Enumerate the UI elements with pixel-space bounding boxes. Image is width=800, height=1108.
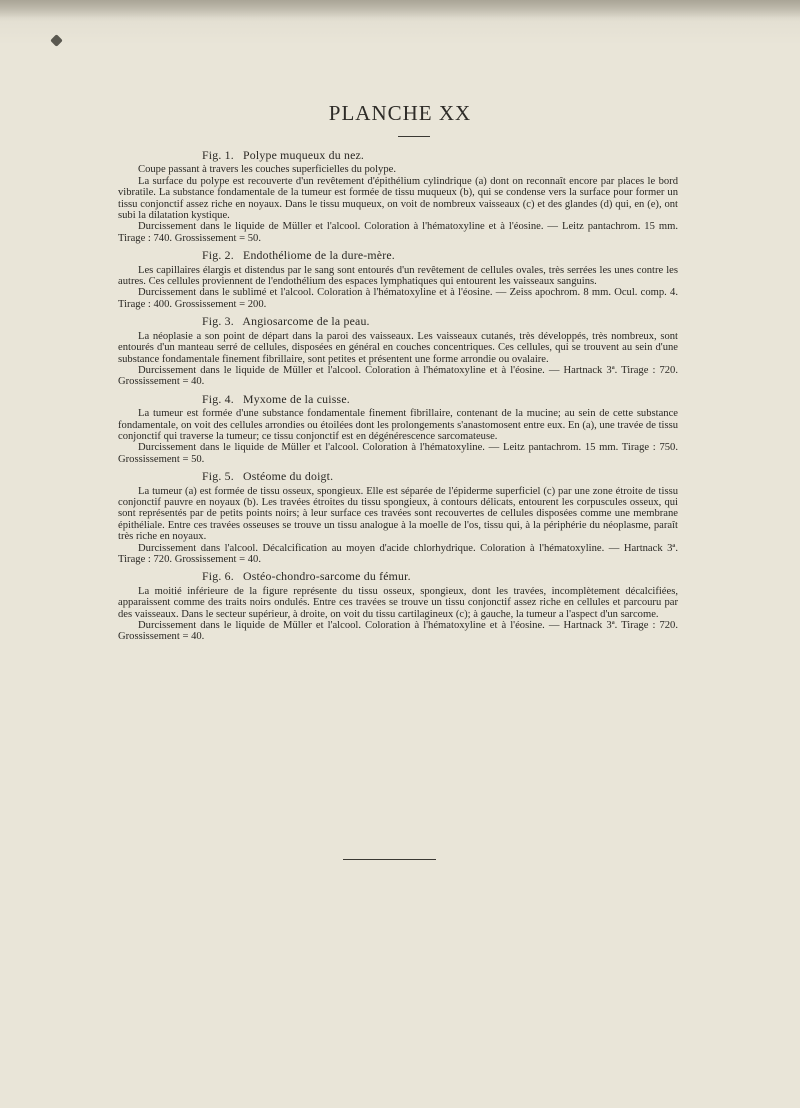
figure-4-paragraph-1: La tumeur est formée d'une substance fondamentale finement fibrillaire, contenant de la mucine; au sein de cette substance fondamentale, on voit des cellules arrondies ou étoilées dont les prolongements s'anastomosent entre eux. En (a), une travée de tissu conjonctif qui traverse la tumeur; ce tissu conjonctif est en dégénérescence sarcomateuse. <box>118 408 678 442</box>
figure-1-block <box>118 150 678 244</box>
figure-6-paragraph-2: Durcissement dans le liquide de Müller et l'alcool. Coloration à l'hématoxyline et à l'éosine. — Hartnack 3ª. Tirage : 720. Grossissement = 40. <box>118 620 678 643</box>
figure-2-block <box>118 250 678 310</box>
figure-4-heading <box>118 391 678 406</box>
figure-5-paragraph-2: Durcissement dans l'alcool. Décalcification au moyen d'acide chlorhydrique. Coloration à l'hématoxyline. — Hartnack 3ª. Tirage : 720. Grossissement = 40. <box>118 542 678 565</box>
figure-1-paragraph-2: La surface du polype est recouverte d'un revêtement d'épithélium cylindrique (a) dont on reconnaît encore par places le bord vibratile. La substance fondamentale de la tumeur est formée de tissu muqueux (b), qui se condense vers la surface pour former un tissu conjonctif assez riche en noyaux. Dans le tissu muqueux, on voit de nombreux vaisseaux (c) et des glandes (d) qui, en (e), ont subi la dilatation kystique. <box>118 175 678 222</box>
figure-2-paragraph-1: Les capillaires élargis et distendus par le sang sont entourés d'un revêtement de cellules ovales, très serrées les unes contre les autres. Ces cellules proviennent de l'endothélium des espaces lymphatiques qui entourent les vaisseaux sanguins. <box>118 264 678 288</box>
figure-3-title: Angiosarcome de la peau. <box>242 314 370 329</box>
figure-5-block <box>118 471 678 565</box>
figure-2-title: Endothéliome de la dure-mère. <box>243 248 395 263</box>
figure-6-block <box>118 571 678 642</box>
figure-3-heading <box>118 316 678 327</box>
page-edge-shadow <box>0 0 800 18</box>
figure-3-paragraph-2: Durcissement dans le liquide de Müller et l'alcool. Coloration à l'hématoxyline et à l'éosine. — Hartnack 3ª. Tirage : 720. Grossissement = 40. <box>118 364 678 388</box>
figure-2-heading <box>118 250 678 261</box>
figure-5-heading <box>118 471 678 482</box>
figure-3-label: Fig. 3. <box>202 314 234 329</box>
figure-6-paragraph-1: La moitié inférieure de la figure représente du tissu osseux, spongieux, dont les travées, incomplètement décalcifiées, apparaissent comme des traits noirs ondulés. Entre ces travées se trouve un tissu conjonctif assez riche en cellules et parcouru par des vaisseaux. Dans le secteur supérieur, à droite, on voit du tissu cartilagineux (c); à gauche, la tumeur a l'aspect d'un sarcome. <box>118 585 678 620</box>
title-divider <box>398 136 430 137</box>
figure-6-title: Ostéo-chondro-sarcome du fémur. <box>243 569 411 584</box>
figure-2-label: Fig. 2. <box>202 248 234 263</box>
plate-legend-text <box>118 150 678 649</box>
figure-1-paragraph-1: Coupe passant à travers les couches superficielles du polype. <box>138 164 396 176</box>
figure-4-paragraph-2: Durcissement dans le liquide de Müller et l'alcool. Coloration à l'hématoxyline. — Leitz pantachrom. 15 mm. Tirage : 750. Grossissement = 50. <box>118 442 678 465</box>
figure-5-label: Fig. 5. <box>202 469 234 484</box>
figure-4-title: Myxome de la cuisse. <box>243 391 350 406</box>
figure-5-title: Ostéome du doigt. <box>243 469 334 484</box>
figure-3-block <box>118 316 678 387</box>
plate-title: PLANCHE XX <box>328 101 472 125</box>
corner-mark-icon <box>50 34 63 47</box>
figure-2-paragraph-2: Durcissement dans le sublimé et l'alcool. Coloration à l'hématoxyline et à l'éosine. — Zeiss apochrom. 8 mm. Ocul. comp. 4. Tirage : 400. Grossissement = 200. <box>118 287 678 310</box>
figure-4-block <box>118 391 678 465</box>
figure-3-paragraph-1: La néoplasie a son point de départ dans la paroi des vaisseaux. Les vaisseaux cutanés, très développés, très nombreux, sont entourés d'un manteau serré de cellules, disposées en général en couches concentriques. Ces cellules, qui se trouvent au sein d'une substance fondamentale finement fibrillaire, sont petites et présentent une forme arrondie ou ovalaire. <box>118 330 678 365</box>
bottom-divider <box>343 859 436 860</box>
figure-1-heading <box>118 150 678 161</box>
figure-1-label: Fig. 1. <box>202 148 234 162</box>
figure-5-paragraph-1: La tumeur (a) est formée de tissu osseux, spongieux. Elle est séparée de l'épiderme superficiel (c) par une zone étroite de tissu conjonctif pauvre en noyaux (b). Les travées étroites du tissu spongieux, à contours délicats, entourent les corpuscules osseux, qui sont représentés par de petits points noirs; à leur surface ces travées sont recouvertes de cellules disposées comme une membrane épithéliale. Entre ces travées osseuses se trouve un tissu analogue à la moelle de l'os, tissu qui, à la périphérie du néoplasme, paraît très riche en noyaux. <box>118 485 678 543</box>
figure-6-label: Fig. 6. <box>202 569 234 584</box>
figure-1-title: Polype muqueux du nez. <box>243 148 365 162</box>
figure-4-label: Fig. 4. <box>202 391 234 406</box>
figure-1-paragraph-3: Durcissement dans le liquide de Müller et l'alcool. Coloration à l'hématoxyline et à l'éosine. — Leitz pantachrom. 15 mm. Tirage : 740. Grossissement = 50. <box>118 221 678 244</box>
figure-6-heading <box>118 571 678 582</box>
